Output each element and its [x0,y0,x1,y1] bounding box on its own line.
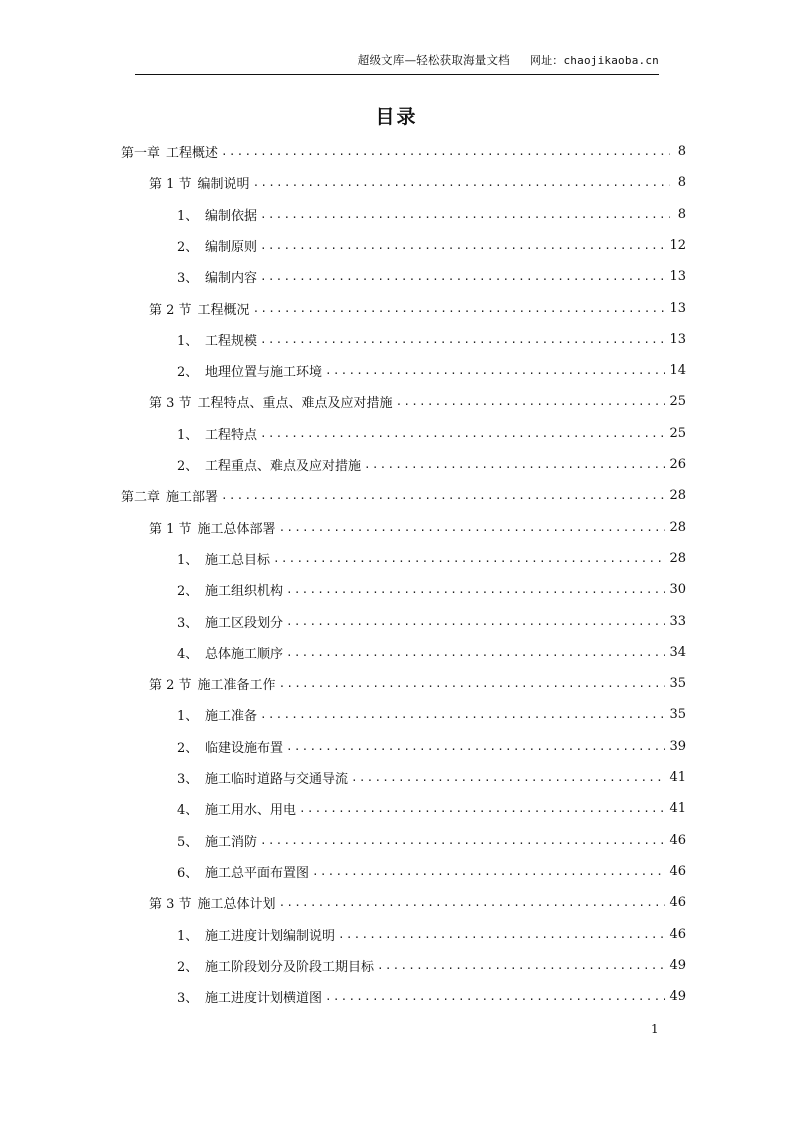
toc-entry-number: 第 1 节 [149,521,192,537]
toc-entry-title: 临建设施布置 [205,740,284,756]
toc-entry-title: 施工进度计划编制说明 [205,928,336,944]
toc-dot-leader [260,708,665,721]
toc-entry-title: 工程概况 [197,302,250,318]
toc-entry-title: 工程重点、难点及应对措施 [205,458,362,474]
toc-entry-title: 施工总体部署 [197,521,276,537]
page-header [135,52,659,75]
toc-entry-number: 2、 [177,364,199,380]
toc-entry[interactable] [177,829,686,851]
toc-entry-page: 26 [669,456,686,472]
toc-entry-title: 施工进度计划横道图 [205,990,323,1006]
toc-dot-leader [338,928,665,941]
toc-entry-number: 3、 [177,270,199,286]
toc-entry-page: 41 [669,769,686,785]
toc-entry[interactable] [177,766,686,788]
toc-entry[interactable] [149,390,686,412]
toc-entry-number: 1、 [177,208,199,224]
toc-entry[interactable] [149,516,686,538]
toc-dot-leader [260,208,670,221]
toc-entry-title: 编制原则 [205,239,258,255]
toc-entry-page: 46 [669,926,686,942]
toc-entry-title: 施工总平面布置图 [205,865,310,881]
toc-entry-number: 1、 [177,708,199,724]
toc-entry-title: 工程规模 [205,333,258,349]
toc-entry-page: 34 [669,644,686,660]
toc-dot-leader [364,458,665,471]
toc-entry-title: 施工准备 [205,708,258,724]
toc-entry-number: 1、 [177,427,199,443]
toc-entry-number: 4、 [177,646,199,662]
toc-entry-number: 5、 [177,834,199,850]
toc-entry[interactable] [177,265,686,287]
toc-entry-number: 第 3 节 [149,896,192,912]
toc-entry[interactable] [177,547,686,569]
toc-entry-page: 13 [669,268,686,284]
toc-dot-leader [351,771,665,784]
toc-dot-leader [260,427,665,440]
toc-entry-number: 2、 [177,583,199,599]
toc-entry-title: 地理位置与施工环境 [205,364,323,380]
toc-dot-leader [286,646,665,659]
toc-entry-page: 35 [669,706,686,722]
toc-entry[interactable] [177,453,686,475]
toc-entry-page: 25 [669,425,686,441]
toc-entry[interactable] [177,422,686,444]
toc-entry-number: 第 3 节 [149,395,192,411]
toc-entry-page: 8 [677,143,686,159]
toc-dot-leader [253,302,666,315]
toc-dot-leader [396,395,666,408]
toc-dot-leader [221,489,665,502]
toc-entry-number: 第 1 节 [149,176,192,192]
toc-dot-leader [260,239,665,252]
toc-entry-title: 施工消防 [205,834,258,850]
toc-entry-page: 8 [677,174,686,190]
toc-dot-leader [377,959,665,972]
toc-entry[interactable] [121,484,686,506]
toc-entry-title: 编制内容 [205,270,258,286]
toc-entry-number: 1、 [177,552,199,568]
toc-entry[interactable] [177,954,686,976]
toc-entry-number: 第一章 [121,145,161,161]
toc-entry[interactable] [149,891,686,913]
toc-entry-title: 编制说明 [197,176,250,192]
toc-entry-number: 3、 [177,615,199,631]
toc-entry[interactable] [177,328,686,350]
toc-entry[interactable] [177,234,686,256]
toc-title: 目录 [375,106,418,128]
toc-dot-leader [325,364,665,377]
toc-entry[interactable] [177,610,686,632]
toc-entry-title: 施工总目标 [205,552,271,568]
toc-entry[interactable] [177,985,686,1007]
toc-entry-title: 施工区段划分 [205,615,284,631]
toc-entry-page: 28 [669,487,686,503]
toc-entry-title: 工程特点 [205,427,258,443]
toc-entry-title: 施工用水、用电 [205,802,297,818]
toc-entry-number: 2、 [177,458,199,474]
toc-entry-page: 28 [669,550,686,566]
toc-entry-page: 14 [669,362,686,378]
toc-entry-page: 25 [669,393,686,409]
toc-dot-leader [273,552,665,565]
toc-entry-number: 第 2 节 [149,302,192,318]
toc-entry-title: 施工组织机构 [205,583,284,599]
toc-entry[interactable] [177,359,686,381]
toc-dot-leader [325,990,665,1003]
toc-entry[interactable] [177,860,686,882]
toc-entry-title: 施工总体计划 [197,896,276,912]
toc-entry-title: 施工阶段划分及阶段工期目标 [205,959,375,975]
toc-dot-leader [286,740,665,753]
toc-entry-title: 工程特点、重点、难点及应对措施 [197,395,393,411]
toc-entry-title: 施工临时道路与交通导流 [205,771,349,787]
toc-entry-number: 6、 [177,865,199,881]
toc-entry[interactable] [177,641,686,663]
toc-entry-page: 49 [669,957,686,973]
toc-dot-leader [253,176,670,189]
toc-entry-page: 13 [669,331,686,347]
toc-entry-number: 4、 [177,802,199,818]
toc-entry[interactable] [177,703,686,725]
toc-entry-page: 46 [669,832,686,848]
toc-dot-leader [279,896,666,909]
toc-entry[interactable] [121,140,686,162]
toc-entry-page: 28 [669,519,686,535]
toc-entry-number: 1、 [177,928,199,944]
toc-dot-leader [312,865,665,878]
toc-entry-page: 46 [669,894,686,910]
toc-entry-page: 12 [669,237,686,253]
toc-dot-leader [260,834,665,847]
toc-entry[interactable] [177,578,686,600]
header-url: 网址：chaojikaoba.cn [529,54,659,67]
toc-entry-title: 工程概述 [166,145,219,161]
toc-entry-page: 13 [669,300,686,316]
toc-entry-number: 3、 [177,771,199,787]
toc-entry[interactable] [177,735,686,757]
toc-dot-leader [279,677,666,690]
toc-entry-page: 39 [669,738,686,754]
toc-dot-leader [279,521,666,534]
page-number: 1 [651,1022,659,1036]
toc-entry-number: 第 2 节 [149,677,192,693]
toc-dot-leader [221,145,670,158]
toc-entry-page: 49 [669,988,686,1004]
toc-entry-title: 编制依据 [205,208,258,224]
toc-dot-leader [299,802,665,815]
toc-dot-leader [260,270,665,283]
toc-entry-title: 总体施工顺序 [205,646,284,662]
toc-entry-page: 46 [669,863,686,879]
toc-entry-page: 35 [669,675,686,691]
toc-entry[interactable] [177,923,686,945]
toc-entry-number: 2、 [177,959,199,975]
toc-entry-title: 施工准备工作 [197,677,276,693]
toc-entry-number: 1、 [177,333,199,349]
toc-entry-page: 33 [669,613,686,629]
toc-dot-leader [260,333,665,346]
toc-entry-page: 30 [669,581,686,597]
toc-dot-leader [286,615,665,628]
toc-entry[interactable] [149,297,686,319]
toc-entry-number: 第二章 [121,489,161,505]
toc-entry[interactable] [149,672,686,694]
toc-entry[interactable] [177,203,686,225]
toc-entry-page: 8 [677,206,686,222]
toc-entry-number: 3、 [177,990,199,1006]
toc-entry[interactable] [149,171,686,193]
toc-dot-leader [286,583,665,596]
toc-entry-number: 2、 [177,239,199,255]
toc-entry[interactable] [177,797,686,819]
toc-entry-number: 2、 [177,740,199,756]
toc-entry-page: 41 [669,800,686,816]
header-site-name: 超级文库—轻松获取海量文档 [357,53,510,67]
toc-entry-title: 施工部署 [166,489,219,505]
